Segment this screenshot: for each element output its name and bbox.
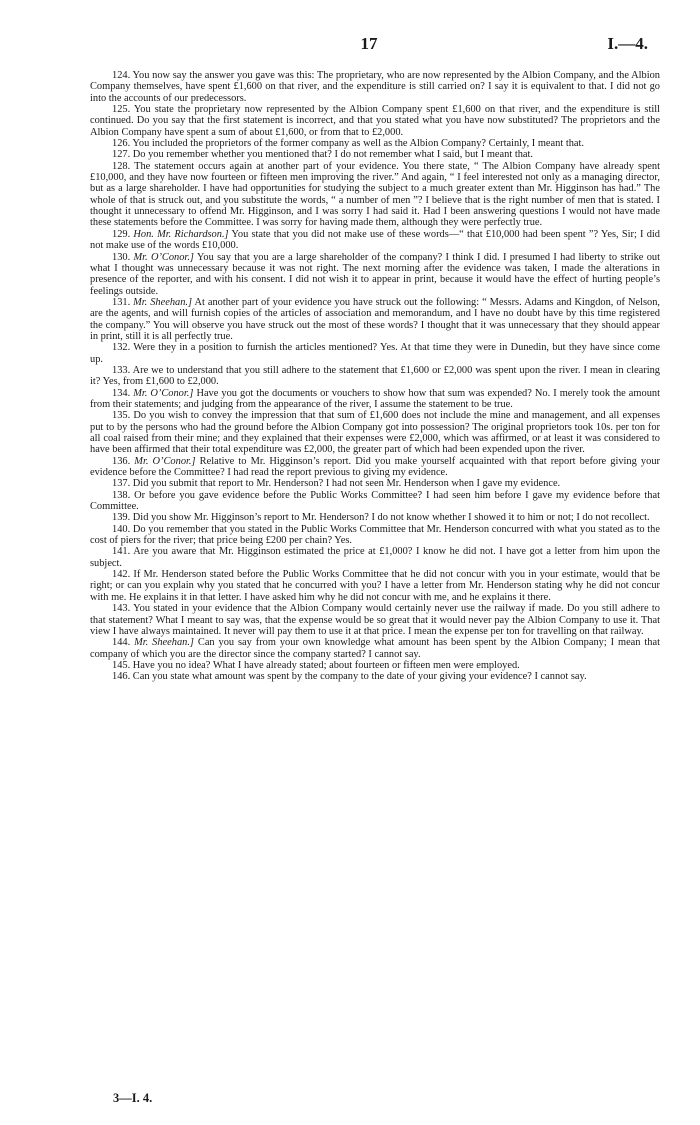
question-text: Were they in a position to furnish the articles mentioned? Yes. At that time they were in Dunedin, but they have since come up. bbox=[90, 342, 660, 365]
question-text: Or before you gave evidence before the Public Works Committee? I had seen him before I gave my evidence before that Committee. bbox=[90, 489, 660, 513]
question-number: 135. bbox=[112, 410, 131, 422]
question-number: 124. bbox=[112, 70, 131, 81]
question-text: Did you show Mr. Higginson’s report to Mr. Henderson? I do not know whether I showed it to him or not; I do not recollect. bbox=[132, 512, 650, 524]
question-number: 143. bbox=[112, 603, 131, 615]
question-paragraph bbox=[90, 603, 660, 637]
speaker-name: Mr. Sheehan.] bbox=[134, 637, 194, 649]
question-number: 138. bbox=[112, 489, 131, 501]
question-number: 130. bbox=[112, 251, 131, 263]
question-number: 136. bbox=[112, 455, 131, 467]
question-number: 129. bbox=[112, 228, 131, 240]
question-number: 128. bbox=[112, 160, 131, 172]
question-text: Relative to Mr. Higginson’s report. Did you make yourself acquainted with that report before giving your evidence before the Committee? I had read the report previous to giving my evidence. bbox=[90, 455, 660, 479]
question-text: You state the proprietary now represented by the Albion Company spent £1,600 on that river, and the expenditure is still continued. Do you say that the first statement is incorrect, and that you stated what you have now substituted? The proprietors and the Albion Company have spent a sum of about £1,600, or from that to £2,000. bbox=[90, 104, 660, 138]
speaker-name: Mr. O’Conor.] bbox=[133, 387, 194, 399]
page-header bbox=[90, 34, 648, 58]
question-paragraph bbox=[90, 138, 660, 149]
question-number: 127. bbox=[112, 149, 131, 161]
evidence-body bbox=[90, 70, 660, 683]
question-text: If Mr. Henderson stated before the Public Works Committee that he did not concur with you in your estimate, would that be right; or can you explain why you stated that he concurred with you? I have a letter from Mr. Henderson stating why he did not concur with me. He explains it in that letter. I have asked him why he did not concur with me, and he explains it there. bbox=[90, 569, 660, 603]
question-text: You stated in your evidence that the Albion Company would certainly never use the railway if made. Do you still adhere to that statement? What I meant to say was, that the expense would be so great that it would never pay the Albion Company to use it. That view I have always maintained. It never will pay them to use it at that price. I mean the expense per ton for travelling on that railway. bbox=[90, 603, 660, 637]
question-number: 142. bbox=[112, 569, 131, 581]
question-text: Are we to understand that you still adhere to the statement that £1,600 or £2,000 was spent upon the river. I mean in clearing it? Yes, from £1,600 to £2,000. bbox=[90, 364, 660, 388]
question-paragraph bbox=[90, 524, 660, 547]
question-text: Do you remember that you stated in the Public Works Committee that Mr. Henderson concurred with what you stated as to the cost of piers for the river; that price being £200 per chain? Yes. bbox=[90, 523, 660, 547]
question-number: 139. bbox=[112, 512, 131, 524]
question-text: Do you wish to convey the impression that that sum of £1,600 does not include the mine and management, and all expenses put to by the persons who had the ground before the Albion Company got into possession? The original proprietors took 10s. per ton for all coal raised from their mine; and they explained that their expenses were £2,000, which was affirmed, or at least it was considered to have been affirmed that their total expenditure was £2,000, the greater part of which had been expended upon the river. bbox=[90, 410, 660, 456]
question-number: 145. bbox=[112, 659, 131, 671]
question-number: 126. bbox=[112, 138, 131, 150]
question-paragraph bbox=[90, 342, 660, 365]
question-text: Did you submit that report to Mr. Henderson? I had not seen Mr. Henderson when I gave my evidence. bbox=[132, 478, 561, 490]
question-text: You say that you are a large shareholder of the company? I think I did. I presumed I had liberty to strike out what I thought was unnecessary because it was not right. The next morning after the evidence was taken, I made the alterations in presence of the reporter, and with his consent. I did not wish it to appear in print, because it would have the effect of hurting people’s feelings outside. bbox=[90, 251, 660, 297]
question-text: Can you say from your own knowledge what amount has been spent by the Albion Company; I mean that company of which you are the director since the company started? I cannot say. bbox=[90, 637, 660, 660]
question-paragraph bbox=[90, 671, 660, 682]
speaker-name: Mr. O’Conor.] bbox=[133, 251, 194, 263]
question-paragraph bbox=[90, 161, 660, 229]
question-paragraph bbox=[90, 388, 660, 411]
question-paragraph bbox=[90, 569, 660, 603]
question-number: 140. bbox=[112, 523, 131, 535]
question-number: 144. bbox=[112, 637, 131, 649]
question-text: The statement occurs again at another part of your evidence. You there state, “ The Albion Company have already spent £10,000, and they have now fourteen or fifteen men improving the river.” And again, “ I feel interested not only as a managing director, but as a large shareholder. I have had opportunities for studying the subject to a much greater extent than Mr. Higginson has had.” The whole of that is struck out, and you substitute the words, “ a number of men ”? I believe that is the right number of men that is stated. I thought it unnecessary to offend Mr. Higginson, and I was sorry I had said it. Had I been answering questions I would not have made these statements before the Committee. I was sorry for having made them, although they were perfectly true. bbox=[90, 160, 660, 229]
question-paragraph bbox=[90, 456, 660, 479]
question-paragraph bbox=[90, 490, 660, 513]
question-number: 132. bbox=[112, 342, 131, 354]
question-paragraph bbox=[90, 104, 660, 138]
question-text: Can you state what amount was spent by the company to the date of your giving your evidence? I cannot say. bbox=[132, 671, 587, 683]
question-text: Have you no idea? What I have already stated; about fourteen or fifteen men were employed. bbox=[132, 659, 520, 671]
question-paragraph bbox=[90, 365, 660, 388]
question-text: You now say the answer you gave was this: The proprietary, who are now represented by the Albion Company, and the Albion Company themselves, have spent £1,600 on that river, and the expenditure is still carried on? I say it is equivalent to that. I did not go into the accounts of our predecessors. bbox=[90, 70, 661, 104]
speaker-name: Mr. O’Conor.] bbox=[134, 455, 196, 467]
question-paragraph bbox=[90, 297, 660, 342]
question-paragraph bbox=[90, 410, 660, 455]
speaker-name: Hon. Mr. Richardson.] bbox=[133, 228, 229, 240]
question-paragraph bbox=[90, 149, 660, 160]
question-paragraph bbox=[90, 229, 660, 252]
document-reference: I.—4. bbox=[607, 34, 648, 53]
question-text: You state that you did not make use of these words—“ that £10,000 had been spent ”? Yes, Sir; I did not make use of the words £10,000. bbox=[90, 228, 660, 252]
sheet-signature: 3—I. 4. bbox=[113, 1091, 153, 1105]
question-paragraph bbox=[90, 660, 660, 671]
question-text: At another part of your evidence you have struck out the following: “ Messrs. Adams and Kingdon, of Nelson, are the agents, and will furnish copies of the articles of association and memorandum, and I have no doubt have by this time registered the company.” You will observe you have struck out the most of these words? I thought that it was unnecessary that they should appear in print, still it is all perfectly true. bbox=[90, 296, 660, 342]
question-text: Have you got the documents or vouchers to show how that sum was expended? No. I merely took the amount from their statements; and judging from the appearance of the river, I assume the statement to be true. bbox=[90, 387, 660, 410]
question-text: Are you aware that Mr. Higginson estimated the price at £1,000? I know he did not. I have got a letter from him upon the subject. bbox=[90, 546, 660, 569]
question-number: 146. bbox=[112, 671, 131, 683]
question-number: 141. bbox=[112, 546, 131, 558]
question-number: 133. bbox=[112, 364, 131, 376]
page-number: 17 bbox=[360, 34, 378, 53]
question-paragraph bbox=[90, 252, 660, 297]
question-number: 134. bbox=[112, 387, 131, 399]
question-number: 125. bbox=[112, 104, 131, 116]
question-paragraph bbox=[90, 637, 660, 660]
question-text: Do you remember whether you mentioned that? I do not remember what I said, but I meant that. bbox=[132, 149, 534, 161]
question-paragraph bbox=[90, 546, 660, 569]
question-number: 137. bbox=[112, 478, 131, 490]
question-number: 131. bbox=[112, 296, 131, 308]
question-paragraph bbox=[90, 478, 660, 489]
question-paragraph bbox=[90, 70, 660, 104]
question-paragraph bbox=[90, 512, 660, 523]
question-text: You included the proprietors of the former company as well as the Albion Company? Certainly, I meant that. bbox=[132, 138, 585, 150]
speaker-name: Mr. Sheehan.] bbox=[133, 296, 193, 308]
